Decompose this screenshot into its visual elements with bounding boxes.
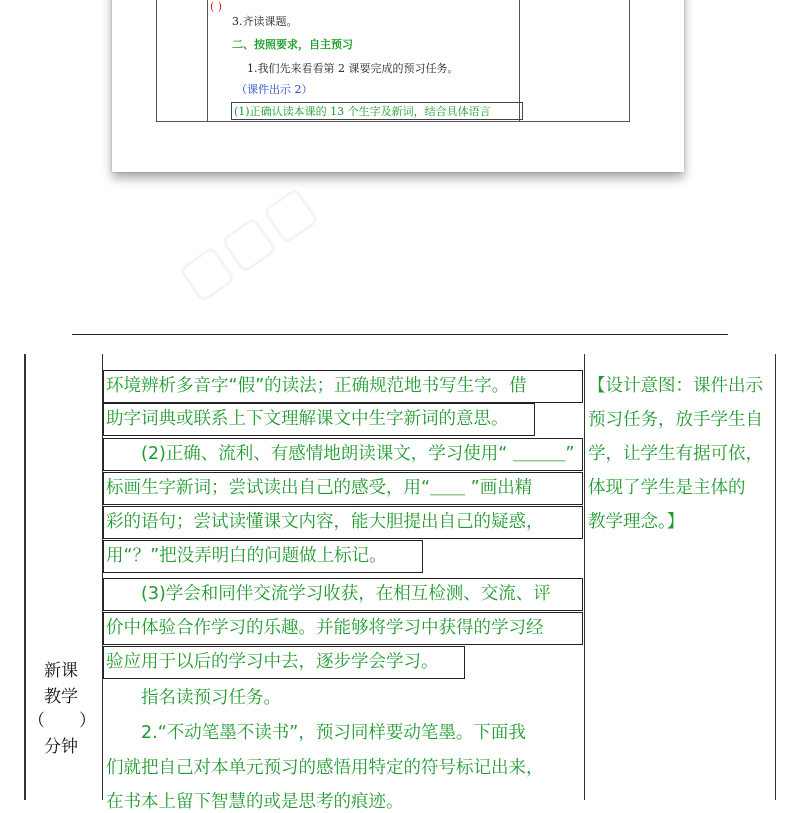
slide-line: （课件出示 2） <box>236 83 313 96</box>
text-line: 验应用于以后的学习中去，逐步学会学习。 <box>106 652 439 672</box>
text-line: (2)正确、流利、有感情地朗读课文，学习使用“ ＿＿＿” <box>106 444 575 464</box>
section-label: 教学 <box>44 687 78 707</box>
slide-line: 1.我们先来看看第 2 课要完成的预习任务。 <box>247 62 459 75</box>
minutes-label: （ ） <box>28 711 96 731</box>
text-line: 们就把自己对本单元预习的感悟用特定的符号标记出来， <box>106 758 544 778</box>
text-line: 2.“不动笔墨不读书”，预习同样要动笔墨。下面我 <box>106 723 526 743</box>
design-note-line: 教学理念。】 <box>588 512 685 532</box>
design-note-line: 学，让学生有据可依， <box>588 444 763 464</box>
slide-red-line: ( ) <box>210 0 223 13</box>
text-line: 助字词典或联系上下文理解课文中生字新词的意思。 <box>106 409 509 429</box>
text-line: 价中体验合作学习的乐趣。并能够将学习中获得的学习经 <box>106 618 544 638</box>
design-note-line: 体现了学生是主体的 <box>588 478 746 498</box>
text-line: 标画生字新词；尝试读出自己的感受，用“＿＿ ”画出精 <box>106 478 533 498</box>
slide-boxed-text: (1)正确认读本课的 13 个生字及新词，结合具体语言 <box>234 105 491 118</box>
text-line: 在书本上留下智慧的或是思考的痕迹。 <box>106 792 404 812</box>
text-line: 指名读预习任务。 <box>106 688 281 708</box>
table-border-left <box>24 354 26 800</box>
slide-heading: 二、按照要求，自主预习 <box>232 38 353 51</box>
text-line: 环境辨析多音字“假”的读法；正确规范地书写生字。借 <box>106 376 527 396</box>
design-note-line: 【设计意图：课件出示 <box>588 376 763 396</box>
slide-table-divider <box>207 0 208 121</box>
table-border-right <box>775 354 776 800</box>
design-note-line: 预习任务，放手学生自 <box>588 410 763 430</box>
text-line: (3)学会和同伴交流学习收获，在相互检测、交流、评 <box>106 584 551 604</box>
slide-line: 3.齐读课题。 <box>232 15 298 28</box>
section-label: 分钟 <box>44 737 78 757</box>
slide-preview <box>112 0 684 172</box>
table-border <box>584 354 585 800</box>
text-line: 彩的语句；尝试读懂课文内容，能大胆提出自己的疑惑， <box>106 512 544 532</box>
section-label: 新课 <box>44 661 78 681</box>
text-line: 用“？”把没弄明白的问题做上标记。 <box>106 546 387 566</box>
page-divider <box>72 334 728 335</box>
